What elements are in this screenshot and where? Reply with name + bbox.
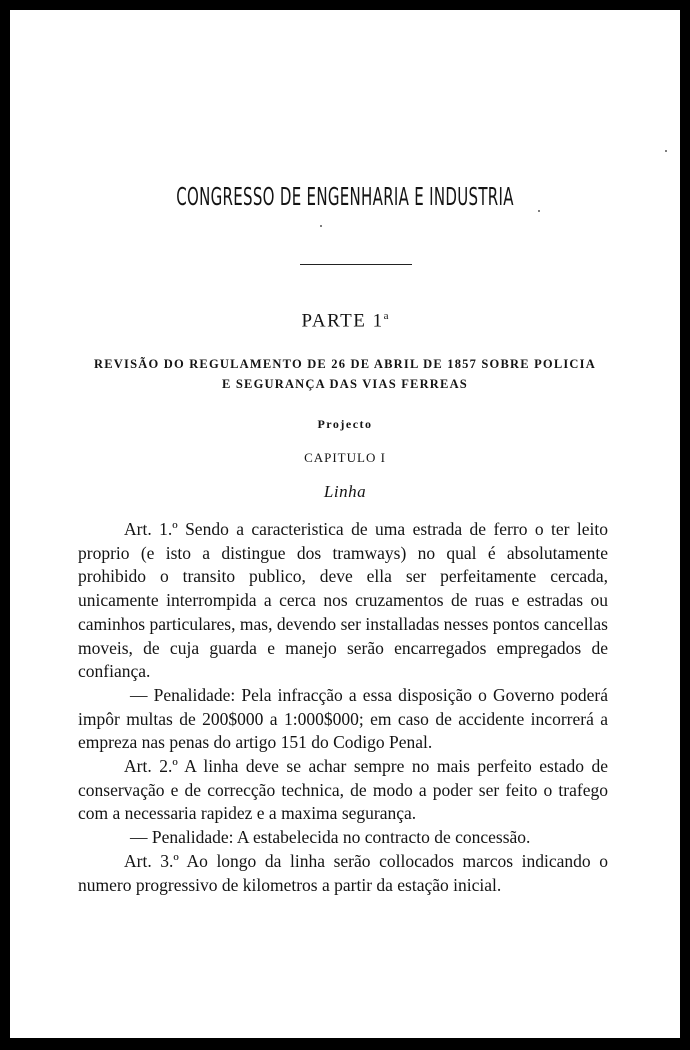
article-3-paragraph: Art. 3.º Ao longo da linha serão collocados marcos indicando o numero progressivo de kilometros a partir da estação inicial.	[78, 850, 608, 895]
body-text	[78, 518, 608, 897]
print-speck	[320, 225, 322, 227]
section-title: Linha	[323, 482, 367, 501]
part-superscript: a	[383, 310, 389, 322]
article-2-paragraph: Art. 2.º A linha deve se achar sempre no mais perfeito estado de conservação e de correcção technica, de modo a poder ser feito o trafego com a necessaria rapidez e a maxima segurança.	[78, 756, 608, 824]
document-page	[10, 10, 680, 1038]
title-divider	[300, 264, 412, 265]
print-speck	[665, 150, 667, 152]
article-1-paragraph: Art. 1.º Sendo a caracteristica de uma estrada de ferro o ter leito proprio (e isto a distingue dos tramways) no qual é absolutamente prohibido o transito publico, deve ella ser perfeitamente cercada, unicamente interrompida a cerca nos cruzamentos de ruas e estradas ou caminhos particulares, mas, devendo ser installadas nesses pontos cancellas moveis, de cuja guarda e manejo serão encarregados empregados de confiança.	[78, 519, 608, 682]
penalty-2-paragraph: — Penalidade: A estabelecida no contracto de concessão.	[130, 827, 531, 848]
projecto-label: Projecto	[317, 417, 373, 431]
chapter-heading: CAPITULO I	[304, 450, 386, 465]
document-subtitle: REVISÃO DO REGULAMENTO DE 26 DE ABRIL DE 1857 SOBRE POLICIA E SEGURANÇA DAS VIAS FERREAS	[94, 357, 596, 391]
part-label: PARTE 1	[301, 310, 384, 332]
penalty-1-paragraph: — Penalidade: Pela infracção a essa disposição o Governo poderá impôr multas de 200$000 a 1:000$000; em caso de accidente incorrerá a empreza nas penas do artigo 151 do Codigo Penal.	[78, 684, 608, 753]
page-title: CONGRESSO DE ENGENHARIA E INDUSTRIA	[176, 182, 514, 211]
part-heading	[10, 310, 680, 332]
print-speck	[538, 210, 540, 212]
